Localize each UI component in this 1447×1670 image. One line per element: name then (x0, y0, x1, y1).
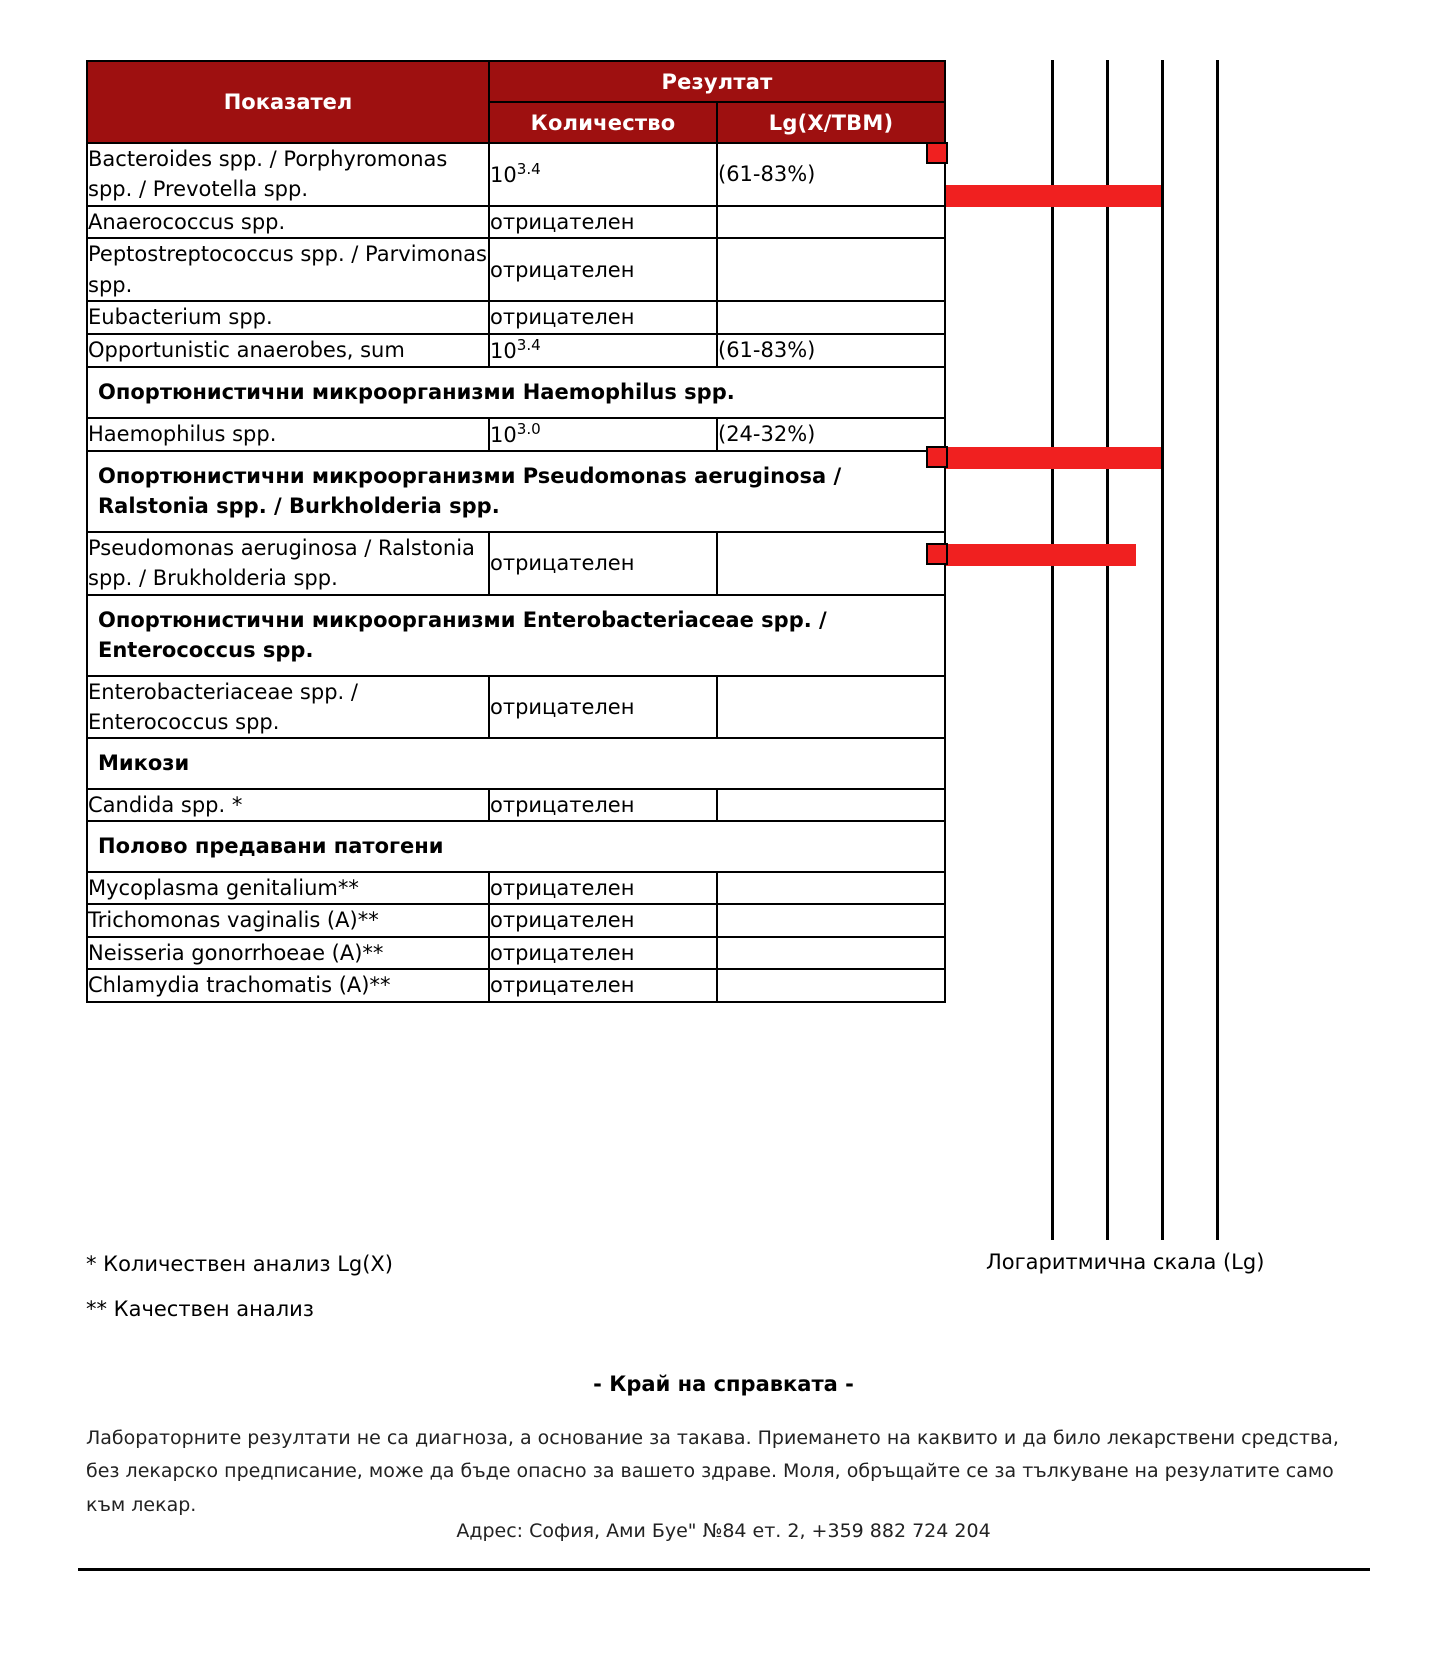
row-quantity-value: отрицателен (489, 676, 717, 739)
group-label: Опортюнистични микроорганизми Haemophilus spp. (87, 367, 945, 417)
column-header-lg: Lg(X/TBM) (717, 102, 945, 143)
table-group-row (87, 367, 945, 417)
result-bar (946, 185, 1161, 207)
row-lg-value: (61-83%) (717, 143, 945, 206)
table-row (87, 969, 945, 1001)
scale-gridline-3 (1161, 60, 1164, 1240)
group-label: Опортюнистични микроорганизми Enterobacteriaceae spp. / Enterococcus spp. (87, 595, 945, 676)
row-parameter-name: Haemophilus spp. (87, 418, 489, 451)
row-quantity-value: отрицателен (489, 238, 717, 301)
row-parameter-name: Peptostreptococcus spp. / Parvimonas spp. (87, 238, 489, 301)
table-group-row (87, 595, 945, 676)
table-row (87, 789, 945, 821)
row-lg-value (717, 872, 945, 904)
table-row (87, 676, 945, 739)
row-lg-value (717, 937, 945, 969)
footnote-qualitative: ** Качествен анализ (86, 1297, 314, 1321)
quantity-exponent: 3.4 (516, 335, 541, 354)
scale-caption: Логаритмична скала (Lg) (986, 1250, 1265, 1274)
quantity-base: 10 (490, 422, 517, 447)
scale-gridline-2 (1106, 60, 1109, 1240)
row-quantity-value (489, 418, 717, 451)
table-row (87, 937, 945, 969)
table-row (87, 143, 945, 206)
table-group-row (87, 738, 945, 788)
row-lg-value (717, 532, 945, 595)
row-lg-value (717, 969, 945, 1001)
row-quantity-value: отрицателен (489, 937, 717, 969)
row-lg-value (717, 789, 945, 821)
quantity-exponent: 3.4 (516, 159, 541, 178)
table-row (87, 904, 945, 936)
group-label: Полово предавани патогени (87, 821, 945, 871)
row-lg-value: (24-32%) (717, 418, 945, 451)
quantity-base: 10 (490, 162, 517, 187)
row-quantity-value: отрицателен (489, 532, 717, 595)
row-lg-value (717, 301, 945, 333)
row-parameter-name: Anaerococcus spp. (87, 206, 489, 238)
row-quantity-value: отрицателен (489, 904, 717, 936)
row-parameter-name: Enterobacteriaceae spp. / Enterococcus spp. (87, 676, 489, 739)
row-quantity-value: отрицателен (489, 872, 717, 904)
result-marker-icon (926, 142, 948, 164)
table-row (87, 872, 945, 904)
address-text: Адрес: София, Ами Буе" №84 ет. 2, +359 882 724 204 (456, 1520, 991, 1542)
logarithmic-scale-chart (946, 60, 1346, 1240)
table-row (87, 238, 945, 301)
scale-gridline-1 (1051, 60, 1054, 1240)
group-label: Микози (87, 738, 945, 788)
row-quantity-value: отрицателен (489, 301, 717, 333)
row-parameter-name: Candida spp. * (87, 789, 489, 821)
row-parameter-name: Chlamydia trachomatis (A)** (87, 969, 489, 1001)
table-group-row (87, 821, 945, 871)
row-quantity-value (489, 143, 717, 206)
row-parameter-name: Opportunistic anaerobes, sum (87, 334, 489, 367)
table-body (87, 143, 945, 1002)
table-row (87, 532, 945, 595)
row-parameter-name: Trichomonas vaginalis (A)** (87, 904, 489, 936)
group-label: Опортюнистични микроорганизми Pseudomonas aeruginosa / Ralstonia spp. / Burkholderia spp. (87, 451, 945, 532)
row-quantity-value: отрицателен (489, 969, 717, 1001)
row-lg-value (717, 904, 945, 936)
row-quantity-value: отрицателен (489, 789, 717, 821)
row-parameter-name: Mycoplasma genitalium** (87, 872, 489, 904)
row-lg-value: (61-83%) (717, 334, 945, 367)
table-row (87, 334, 945, 367)
scale-gridline-4 (1216, 60, 1219, 1240)
row-lg-value (717, 238, 945, 301)
table-row (87, 418, 945, 451)
footnote-quantitative: * Количествен анализ Lg(X) (86, 1252, 393, 1276)
quantity-exponent: 3.0 (516, 419, 541, 438)
table-row (87, 206, 945, 238)
table-row (87, 301, 945, 333)
row-quantity-value (489, 334, 717, 367)
disclaimer-text: Лабораторните резултати не са диагноза, а основание за такава. Приемането на каквито и да било лекарствени средства, без лекарско предписание, може да бъде опасно за вашето здраве. Моля, обръщайте се за тълкуване на резулатите само към лекар. (86, 1427, 1339, 1516)
end-of-report-text: - Край на справката - (593, 1372, 854, 1396)
row-parameter-name: Neisseria gonorrhoeae (A)** (87, 937, 489, 969)
table-group-row (87, 451, 945, 532)
results-table (86, 60, 946, 1003)
quantity-base: 10 (490, 338, 517, 363)
result-bar (946, 447, 1161, 469)
row-lg-value (717, 206, 945, 238)
table-header-row-1 (87, 61, 945, 102)
row-parameter-name: Eubacterium spp. (87, 301, 489, 333)
column-header-parameter: Показател (87, 61, 489, 143)
bottom-divider (78, 1568, 1370, 1571)
result-bar (946, 544, 1136, 566)
result-marker-icon (926, 446, 948, 468)
column-header-result: Резултат (489, 61, 945, 102)
result-marker-icon (926, 543, 948, 565)
column-header-quantity: Количество (489, 102, 717, 143)
row-parameter-name: Pseudomonas aeruginosa / Ralstonia spp. / Brukholderia spp. (87, 532, 489, 595)
row-parameter-name: Bacteroides spp. / Porphyromonas spp. / Prevotella spp. (87, 143, 489, 206)
row-quantity-value: отрицателен (489, 206, 717, 238)
table-head (87, 61, 945, 143)
row-lg-value (717, 676, 945, 739)
